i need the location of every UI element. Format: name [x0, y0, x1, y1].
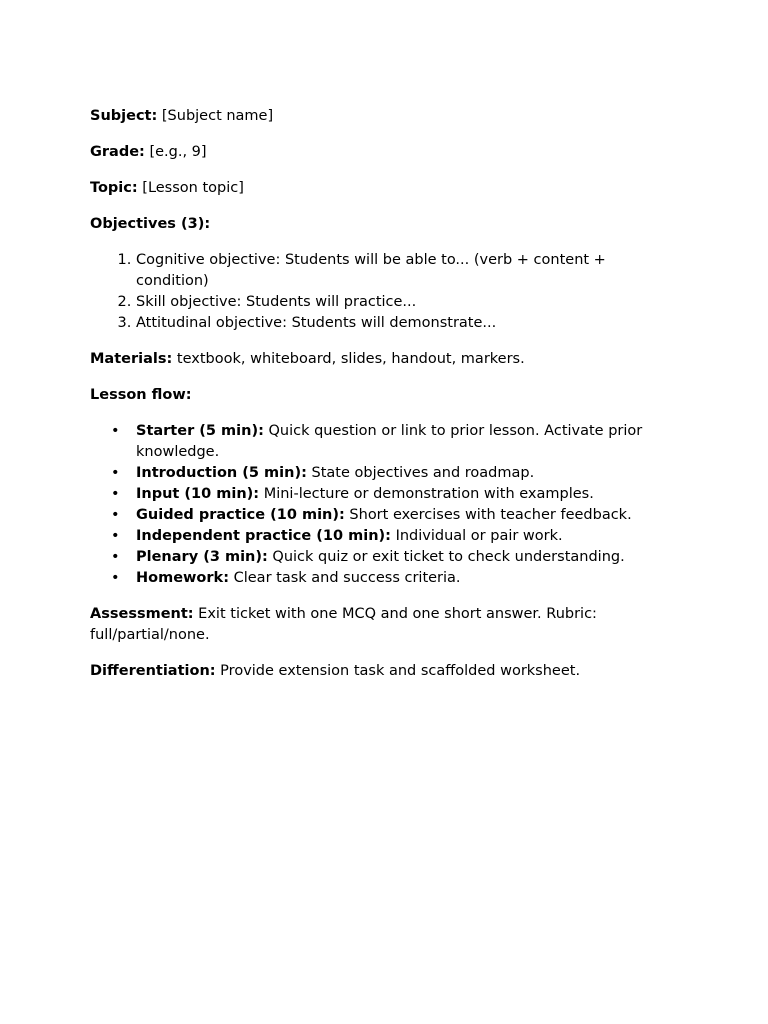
- assessment-label: Assessment:: [90, 606, 194, 622]
- objective-item: 3. Attitudinal objective: Students will demonstrate...: [136, 313, 678, 334]
- lesson-flow-item-text: State objectives and roadmap.: [306, 465, 535, 481]
- objectives-heading: [90, 214, 678, 235]
- grade-line: [90, 142, 678, 163]
- grade-value: [e.g., 9]: [144, 144, 207, 160]
- lesson-flow-item-text: Clear task and success criteria.: [229, 570, 461, 586]
- differentiation-value: Provide extension task and scaffolded worksheet.: [215, 663, 581, 679]
- lesson-flow-heading-label: Lesson flow:: [90, 387, 192, 403]
- differentiation-label: Differentiation:: [90, 663, 216, 679]
- lesson-flow-item-label: Homework:: [136, 570, 229, 586]
- topic-line: [90, 178, 678, 199]
- topic-label: Topic:: [90, 180, 138, 196]
- objective-item: 1. Cognitive objective: Students will be able to... (verb + content + condition): [136, 250, 678, 292]
- assessment-value: Exit ticket with one MCQ and one short answer. Rubric: full/partial/none.: [90, 606, 597, 643]
- objective-item: 2. Skill objective: Students will practice...: [136, 292, 678, 313]
- topic-value: [Lesson topic]: [137, 180, 244, 196]
- materials-value: textbook, whiteboard, slides, handout, markers.: [172, 351, 525, 367]
- lesson-flow-item-label: Introduction (5 min):: [136, 465, 307, 481]
- subject-line: [90, 106, 678, 127]
- lesson-flow-list: [90, 421, 678, 589]
- subject-value: [Subject name]: [157, 108, 274, 124]
- lesson-flow-item: [136, 421, 678, 463]
- lesson-flow-item: [136, 463, 678, 484]
- lesson-flow-item-label: Plenary (3 min):: [136, 549, 268, 565]
- lesson-flow-item-label: Guided practice (10 min):: [136, 507, 345, 523]
- lesson-flow-item-label: Independent practice (10 min):: [136, 528, 391, 544]
- lesson-flow-item-label: Input (10 min):: [136, 486, 260, 502]
- lesson-flow-item: [136, 547, 678, 568]
- lesson-flow-item-text: Quick question or link to prior lesson. Activate prior knowledge.: [136, 423, 643, 460]
- objectives-list: [90, 250, 678, 334]
- differentiation-line: [90, 661, 678, 682]
- materials-label: Materials:: [90, 351, 173, 367]
- lesson-flow-item-text: Individual or pair work.: [390, 528, 563, 544]
- lesson-flow-item-text: Short exercises with teacher feedback.: [344, 507, 632, 523]
- lesson-flow-item: [136, 568, 678, 589]
- lesson-flow-item: [136, 526, 678, 547]
- lesson-flow-item: [136, 484, 678, 505]
- lesson-flow-heading: [90, 385, 678, 406]
- materials-line: [90, 349, 678, 370]
- lesson-flow-item: [136, 505, 678, 526]
- assessment-line: [90, 604, 678, 646]
- objectives-heading-label: Objectives (3):: [90, 216, 211, 232]
- grade-label: Grade:: [90, 144, 145, 160]
- lesson-flow-item-text: Quick quiz or exit ticket to check understanding.: [267, 549, 625, 565]
- subject-label: Subject:: [90, 108, 158, 124]
- lesson-flow-item-label: Starter (5 min):: [136, 423, 264, 439]
- lesson-flow-item-text: Mini-lecture or demonstration with examples.: [259, 486, 594, 502]
